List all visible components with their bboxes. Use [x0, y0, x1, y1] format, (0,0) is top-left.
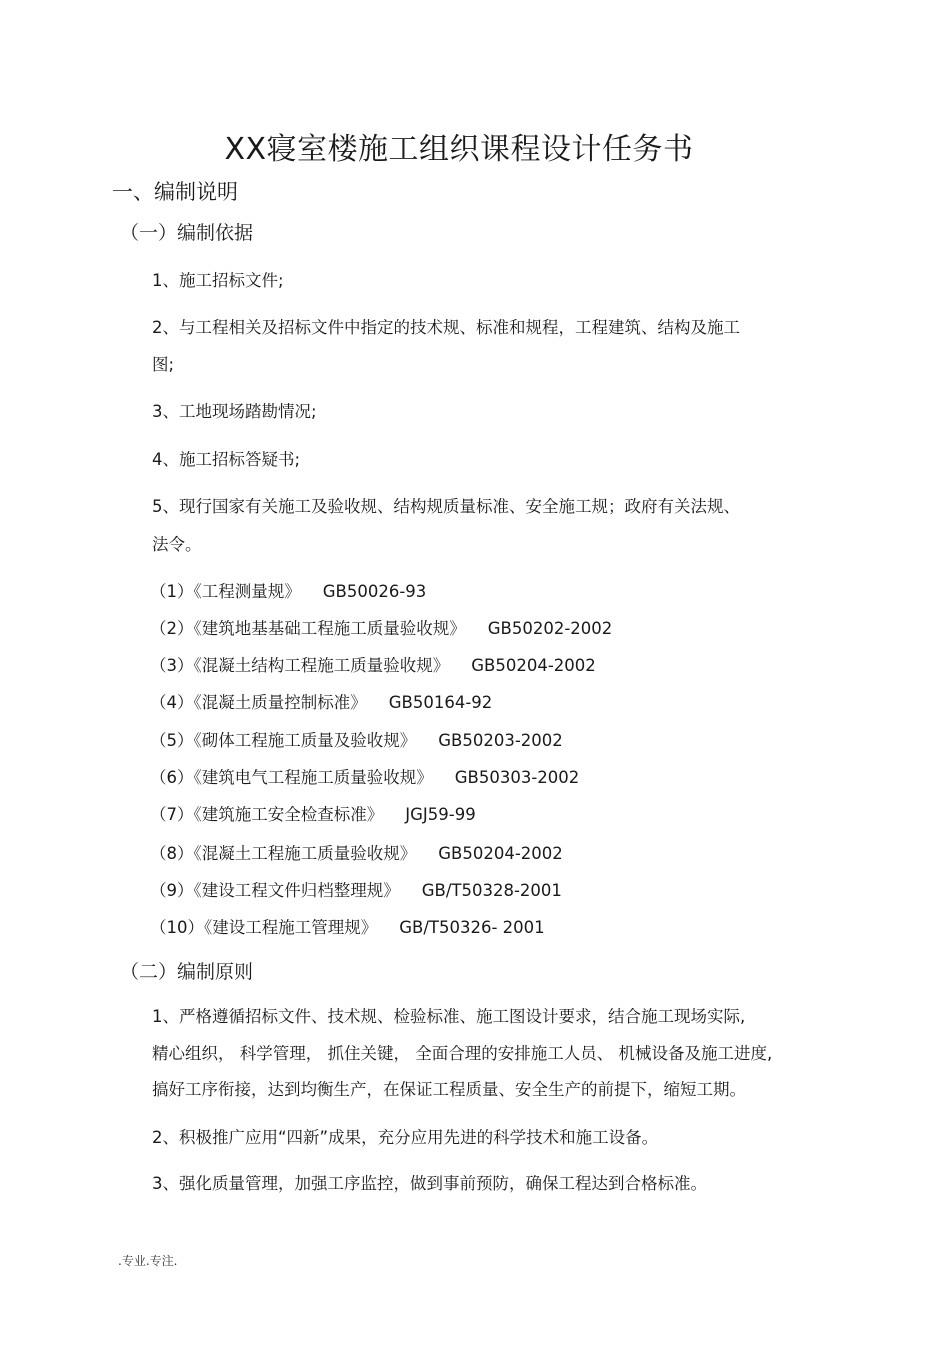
reference-item — [150, 578, 426, 602]
section-heading: 一、编制说明 — [112, 180, 238, 204]
reference-item — [150, 877, 562, 901]
reference-item — [150, 615, 612, 639]
reference-item — [150, 727, 563, 751]
reference-name: （1）《工程测量规》 — [150, 582, 301, 601]
basis-item-3: 3、工地现场踏勘情况; — [152, 402, 317, 421]
basis-item-2: 2、与工程相关及招标文件中指定的技术规、标准和规程，工程建筑、结构及施工 — [152, 318, 740, 337]
reference-item — [150, 840, 563, 864]
reference-item — [150, 764, 579, 788]
reference-name: （3）《混凝土结构工程施工质量验收规》 — [150, 656, 450, 675]
reference-code: GB50204-2002 — [471, 656, 596, 675]
basis-item-5-cont: 法令。 — [152, 535, 202, 554]
reference-name: （4）《混凝土质量控制标准》 — [150, 693, 367, 712]
reference-name: （5）《砌体工程施工质量及验收规》 — [150, 731, 417, 750]
reference-name: （9）《建设工程文件归档整理规》 — [150, 881, 400, 900]
reference-code: JGJ59-99 — [405, 805, 476, 824]
reference-name: （6）《建筑电气工程施工质量验收规》 — [150, 768, 433, 787]
reference-item — [150, 801, 476, 825]
reference-name: （10）《建设工程施工管理规》 — [150, 918, 378, 937]
reference-code: GB50204-2002 — [438, 844, 563, 863]
principle-1-line-2: 精心组织， 科学管理， 抓住关键， 全面合理的安排施工人员、 机械设备及施工进度, — [152, 1044, 773, 1063]
reference-code: GB50303-2002 — [454, 768, 580, 787]
document-title: XX寝室楼施工组织课程设计任务书 — [224, 132, 694, 167]
principle-1-line-3: 搞好工序衔接，达到均衡生产，在保证工程质量、安全生产的前提下，缩短工期。 — [152, 1080, 746, 1099]
subsection-heading-principles: （二）编制原则 — [120, 961, 254, 983]
reference-name: （2）《建筑地基基础工程施工质量验收规》 — [150, 619, 466, 638]
reference-code: GB/T50326- 2001 — [399, 918, 545, 937]
reference-item — [150, 689, 492, 713]
principle-3: 3、强化质量管理，加强工序监控，做到事前预防，确保工程达到合格标准。 — [152, 1174, 707, 1193]
reference-name: （8）《混凝土工程施工质量验收规》 — [150, 844, 417, 863]
reference-name: （7）《建筑施工安全检查标准》 — [150, 805, 384, 824]
principle-1-line-1: 1、严格遵循招标文件、技术规、检验标准、施工图设计要求，结合施工现场实际, — [152, 1007, 746, 1026]
basis-item-1: 1、施工招标文件; — [152, 271, 284, 290]
reference-code: GB50026-93 — [322, 582, 427, 601]
reference-code: GB50203-2002 — [438, 731, 563, 750]
reference-item — [150, 652, 596, 676]
page-footer: .专业.专注. — [118, 1254, 178, 1268]
reference-code: GB/T50328-2001 — [421, 881, 562, 900]
reference-code: GB50164-92 — [388, 693, 493, 712]
principle-2: 2、积极推广应用“四新”成果，充分应用先进的科学技术和施工设备。 — [152, 1128, 659, 1147]
basis-item-2-cont: 图; — [152, 355, 175, 374]
reference-item — [150, 914, 545, 938]
reference-code: GB50202-2002 — [487, 619, 613, 638]
subsection-heading-basis: （一）编制依据 — [120, 222, 254, 244]
basis-item-5: 5、现行国家有关施工及验收规、结构规质量标准、安全施工规；政府有关法规、 — [152, 497, 740, 516]
basis-item-4: 4、施工招标答疑书; — [152, 450, 301, 469]
